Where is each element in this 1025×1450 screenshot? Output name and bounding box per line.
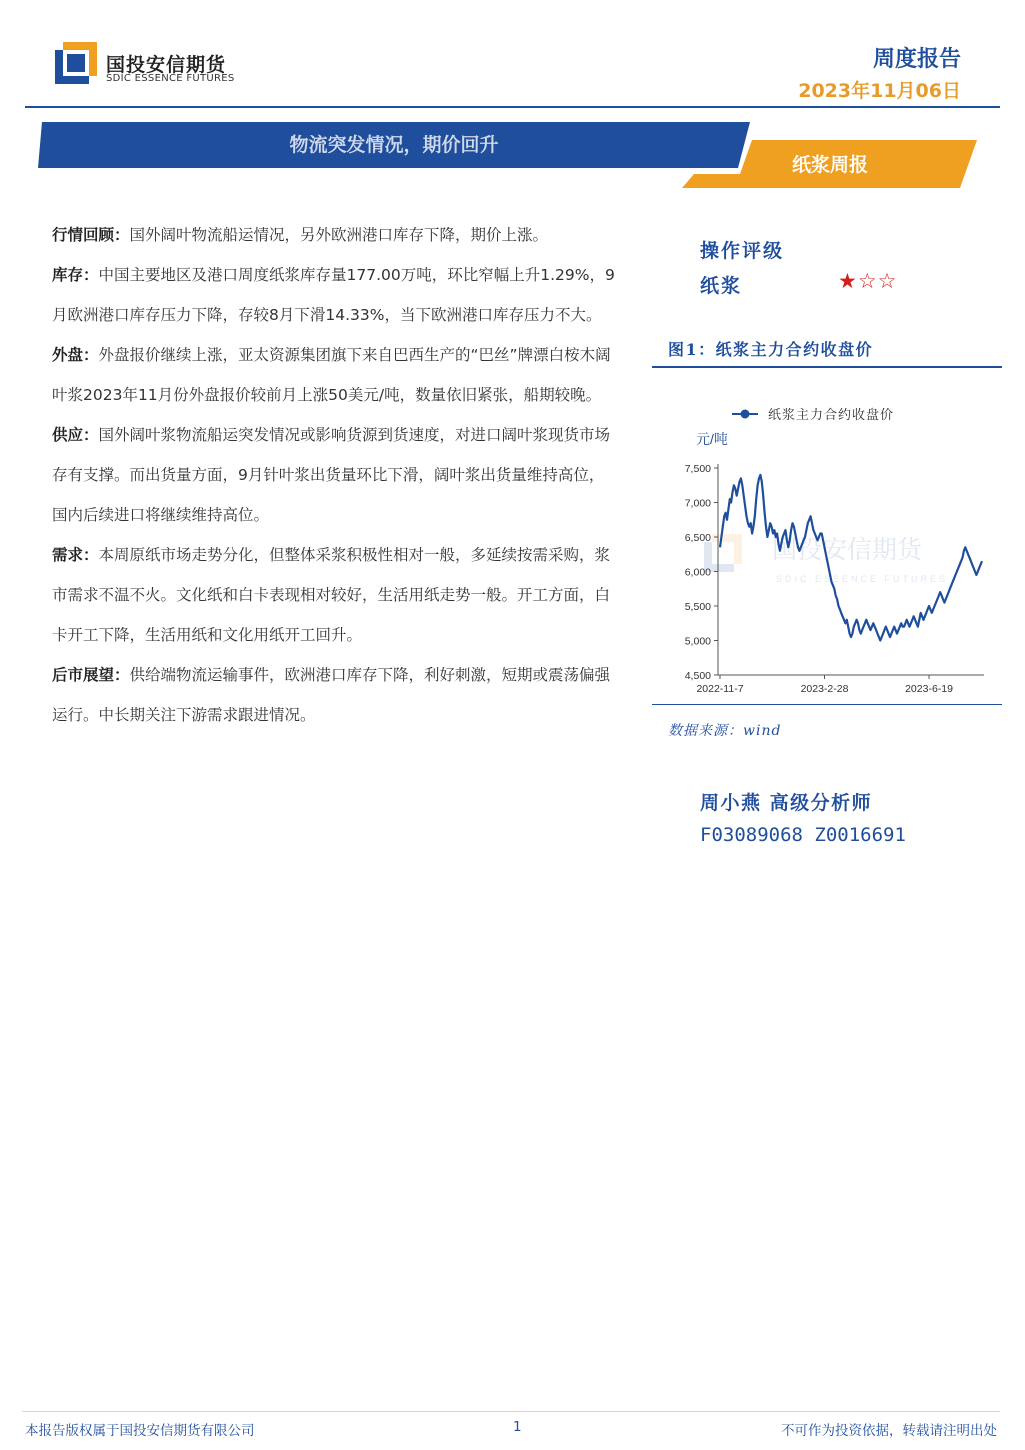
figure-divider bbox=[652, 366, 1002, 368]
section-text: 供给端物流运输事件，欧洲港口库存下降，利好刺激，短期或震荡偏强运行。中长期关注下游需求跟进情况。 bbox=[52, 666, 611, 724]
y-axis-unit: 元/吨 bbox=[696, 431, 728, 447]
section-text: 外盘报价继续上涨，亚太资源集团旗下来自巴西生产的“巴丝”牌漂白桉木阔叶浆2023年11月份外盘报价较前月上涨50美元/吨，数量依旧紧张，船期较晚。 bbox=[52, 346, 611, 404]
x-tick-label: 2023-6-19 bbox=[905, 683, 953, 695]
analyst-cert: F03089068 Z0016691 bbox=[700, 824, 906, 846]
section-market-review bbox=[52, 215, 617, 255]
section-label: 外盘： bbox=[52, 346, 99, 364]
analyst-name: 周小燕 高级分析师 bbox=[700, 792, 873, 814]
y-tick-label: 7,500 bbox=[684, 463, 711, 475]
y-tick-label: 5,000 bbox=[684, 635, 711, 648]
section-label: 供应： bbox=[52, 426, 99, 444]
footer-copyright: 本报告版权属于国投安信期货有限公司 bbox=[25, 1423, 255, 1439]
y-tick-label: 4,500 bbox=[684, 670, 711, 682]
y-tick-label: 6,000 bbox=[684, 566, 711, 579]
report-date: 2023年11月06日 bbox=[798, 80, 961, 102]
company-name-en: SDIC ESSENCE FUTURES bbox=[106, 73, 235, 84]
section-text: 国外阔叶物流船运情况，另外欧洲港口库存下降，期价上涨。 bbox=[129, 226, 549, 244]
header-divider bbox=[25, 106, 1000, 108]
rating-stars-icon: ★☆☆ bbox=[838, 269, 898, 293]
y-tick-label: 7,000 bbox=[684, 497, 711, 510]
section-supply bbox=[52, 415, 617, 535]
data-source: 数据来源：wind bbox=[668, 723, 782, 739]
x-tick-label: 2022-11-7 bbox=[696, 683, 744, 695]
chart-divider bbox=[652, 704, 1002, 705]
section-label: 库存： bbox=[52, 266, 99, 284]
section-inventory bbox=[52, 255, 617, 335]
y-tick-label: 6,500 bbox=[684, 532, 711, 544]
price-chart bbox=[652, 372, 1002, 704]
section-text: 国外阔叶浆物流船运突发情况或影响货源到货速度，对进口阔叶浆现货市场存有支撑。而出货量方面，9月针叶浆出货量环比下滑，阔叶浆出货量维持高位，国内后续进口将继续维持高位。 bbox=[52, 426, 611, 524]
section-label: 后市展望： bbox=[52, 666, 130, 684]
rating-item: 纸浆 bbox=[700, 275, 743, 297]
footer-disclaimer: 不可作为投资依据，转载请注明出处 bbox=[781, 1423, 997, 1439]
watermark-cn: 国投安信期货 bbox=[772, 536, 923, 564]
report-content bbox=[52, 215, 617, 735]
figure-title: 图1：纸浆主力合约收盘价 bbox=[668, 340, 874, 359]
banner-title: 物流突发情况，期价回升 bbox=[289, 134, 499, 156]
company-logo-icon bbox=[55, 42, 97, 84]
company-name-cn: 国投安信期货 bbox=[106, 54, 227, 76]
x-tick-label: 2023-2-28 bbox=[800, 683, 849, 695]
y-tick-label: 5,500 bbox=[684, 601, 711, 613]
section-outlook bbox=[52, 655, 617, 735]
watermark-en: SDIC ESSENCE FUTURES bbox=[776, 574, 949, 584]
chart-legend bbox=[732, 407, 894, 423]
report-type: 周度报告 bbox=[872, 47, 961, 72]
footer-divider bbox=[22, 1411, 1000, 1412]
legend-label: 纸浆主力合约收盘价 bbox=[768, 408, 895, 423]
section-label: 行情回顾： bbox=[52, 226, 130, 244]
banner-tag: 纸浆周报 bbox=[791, 154, 868, 176]
section-external bbox=[52, 335, 617, 415]
rating-title: 操作评级 bbox=[700, 240, 785, 262]
section-demand bbox=[52, 535, 617, 655]
section-label: 需求： bbox=[52, 546, 99, 564]
section-text: 中国主要地区及港口周度纸浆库存量177.00万吨，环比窄幅上升1.29%，9月欧洲港口库存压力下降，存较8月下滑14.33%，当下欧洲港口库存压力不大。 bbox=[52, 266, 615, 324]
page-number: 1 bbox=[513, 1419, 522, 1435]
section-text: 本周原纸市场走势分化，但整体采浆积极性相对一般，多延续按需采购，浆市需求不温不火。文化纸和白卡表现相对较好，生活用纸走势一般。开工方面，白卡开工下降，生活用纸和文化用纸开工回升。 bbox=[52, 546, 611, 644]
